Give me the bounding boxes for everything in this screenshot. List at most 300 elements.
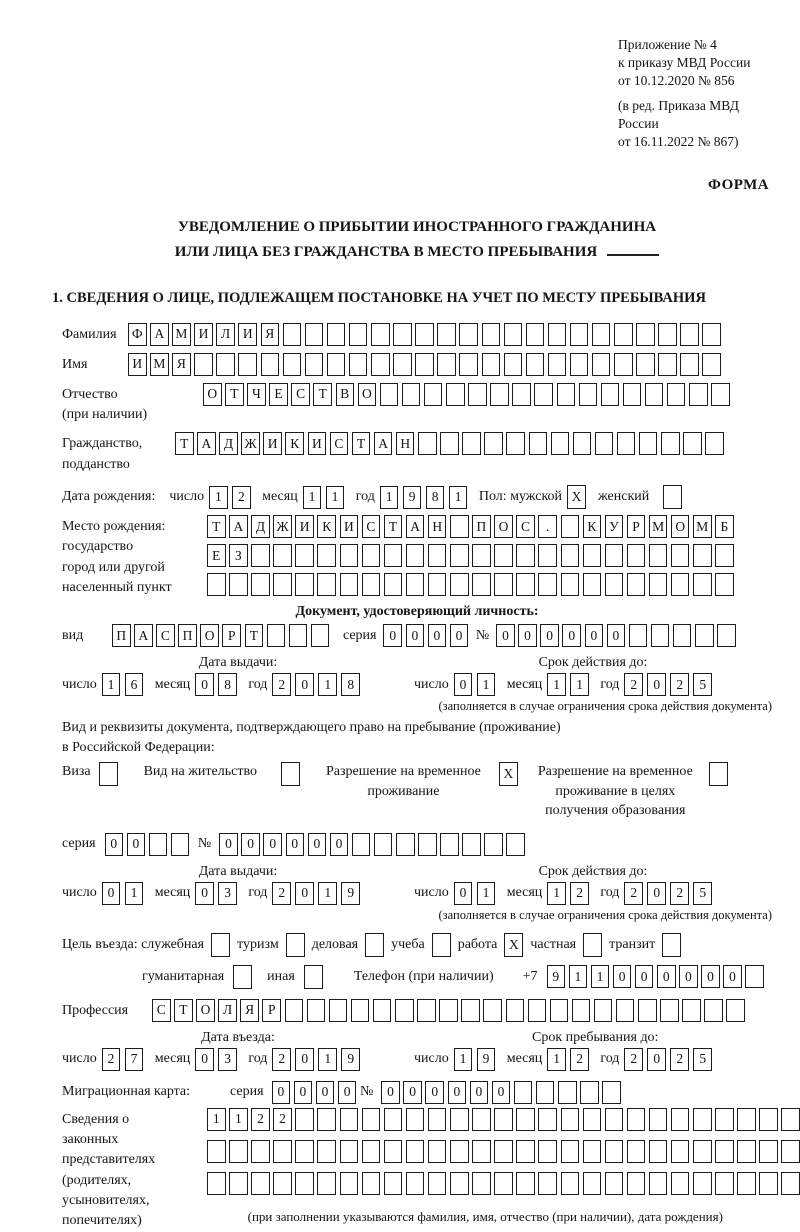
char-cell[interactable]: 0 (679, 965, 698, 988)
char-cell[interactable] (305, 353, 324, 376)
char-cell[interactable] (627, 544, 646, 567)
char-cell[interactable]: Н (396, 432, 415, 455)
char-cell[interactable] (583, 573, 602, 596)
char-cell[interactable]: Т (313, 383, 332, 406)
char-cell[interactable]: 0 (540, 624, 559, 647)
char-cell[interactable] (704, 999, 723, 1022)
char-cell[interactable]: Н (428, 515, 447, 538)
birth-year-cells[interactable] (380, 486, 472, 509)
char-cell[interactable] (295, 1172, 314, 1195)
char-cell[interactable]: Е (269, 383, 288, 406)
purpose-study-checkbox[interactable] (432, 933, 451, 957)
char-cell[interactable]: И (308, 432, 327, 455)
char-cell[interactable]: П (472, 515, 491, 538)
char-cell[interactable]: 0 (295, 882, 314, 905)
purpose-work-checkbox[interactable]: X (504, 933, 523, 957)
char-cell[interactable] (583, 1172, 602, 1195)
char-cell[interactable] (483, 999, 502, 1022)
char-cell[interactable]: 1 (449, 486, 468, 509)
char-cell[interactable] (592, 353, 611, 376)
char-cell[interactable]: Я (240, 999, 259, 1022)
char-cell[interactable]: 8 (426, 486, 445, 509)
stay-until-month-cells[interactable] (547, 1048, 593, 1071)
char-cell[interactable]: 0 (295, 1048, 314, 1071)
char-cell[interactable] (702, 353, 721, 376)
char-cell[interactable]: 8 (218, 673, 237, 696)
char-cell[interactable]: 0 (450, 624, 469, 647)
char-cell[interactable] (561, 515, 580, 538)
char-cell[interactable]: У (605, 515, 624, 538)
char-cell[interactable] (251, 544, 270, 567)
char-cell[interactable] (627, 1140, 646, 1163)
char-cell[interactable]: 0 (403, 1081, 422, 1104)
char-cell[interactable]: Я (172, 353, 191, 376)
char-cell[interactable] (526, 353, 545, 376)
char-cell[interactable] (605, 1140, 624, 1163)
char-cell[interactable]: О (200, 624, 219, 647)
char-cell[interactable]: О (671, 515, 690, 538)
char-cell[interactable]: З (229, 544, 248, 567)
char-cell[interactable] (614, 323, 633, 346)
char-cell[interactable] (149, 833, 168, 856)
char-cell[interactable] (327, 353, 346, 376)
char-cell[interactable] (759, 1140, 778, 1163)
char-cell[interactable]: Т (245, 624, 264, 647)
char-cell[interactable]: С (362, 515, 381, 538)
char-cell[interactable] (415, 323, 434, 346)
char-cell[interactable] (450, 1172, 469, 1195)
char-cell[interactable]: К (317, 515, 336, 538)
char-cell[interactable] (602, 1081, 621, 1104)
doc-series-cells[interactable] (383, 624, 471, 647)
stay-number-cells[interactable] (219, 833, 528, 856)
char-cell[interactable]: 1 (547, 1048, 566, 1071)
char-cell[interactable] (605, 544, 624, 567)
char-cell[interactable]: И (238, 323, 257, 346)
profession-cells[interactable] (152, 999, 749, 1022)
char-cell[interactable] (494, 1140, 513, 1163)
char-cell[interactable] (536, 1081, 555, 1104)
char-cell[interactable] (305, 323, 324, 346)
char-cell[interactable] (406, 1140, 425, 1163)
char-cell[interactable] (273, 573, 292, 596)
stay-issue-day-cells[interactable] (102, 882, 148, 905)
char-cell[interactable] (737, 1108, 756, 1131)
char-cell[interactable] (781, 1140, 800, 1163)
char-cell[interactable] (362, 1108, 381, 1131)
char-cell[interactable]: 1 (318, 1048, 337, 1071)
char-cell[interactable]: Т (175, 432, 194, 455)
char-cell[interactable] (484, 833, 503, 856)
char-cell[interactable] (418, 432, 437, 455)
char-cell[interactable]: 0 (263, 833, 282, 856)
char-cell[interactable] (538, 1140, 557, 1163)
char-cell[interactable] (440, 833, 459, 856)
char-cell[interactable]: Т (174, 999, 193, 1022)
citizenship-cells[interactable] (175, 432, 727, 455)
char-cell[interactable] (494, 1108, 513, 1131)
char-cell[interactable] (437, 323, 456, 346)
char-cell[interactable]: 0 (195, 1048, 214, 1071)
char-cell[interactable]: Ф (128, 323, 147, 346)
char-cell[interactable]: 0 (448, 1081, 467, 1104)
char-cell[interactable] (393, 323, 412, 346)
stay-issue-year-cells[interactable] (272, 882, 364, 905)
char-cell[interactable] (229, 1140, 248, 1163)
char-cell[interactable]: 1 (570, 673, 589, 696)
purpose-tourism-checkbox[interactable] (286, 933, 305, 957)
doc-valid-year-cells[interactable] (624, 673, 716, 696)
sex-female-checkbox[interactable] (663, 485, 682, 509)
guardians-cells-row3[interactable] (207, 1172, 800, 1195)
char-cell[interactable] (592, 323, 611, 346)
char-cell[interactable] (516, 1108, 535, 1131)
char-cell[interactable]: Т (352, 432, 371, 455)
char-cell[interactable] (715, 1140, 734, 1163)
char-cell[interactable] (572, 999, 591, 1022)
char-cell[interactable]: 0 (381, 1081, 400, 1104)
char-cell[interactable]: 2 (670, 882, 689, 905)
char-cell[interactable] (538, 573, 557, 596)
char-cell[interactable] (693, 1140, 712, 1163)
char-cell[interactable]: 0 (272, 1081, 291, 1104)
char-cell[interactable]: 1 (547, 673, 566, 696)
char-cell[interactable] (638, 999, 657, 1022)
char-cell[interactable] (705, 432, 724, 455)
char-cell[interactable] (459, 353, 478, 376)
char-cell[interactable]: 1 (547, 882, 566, 905)
char-cell[interactable]: О (358, 383, 377, 406)
char-cell[interactable] (548, 353, 567, 376)
char-cell[interactable]: 0 (330, 833, 349, 856)
char-cell[interactable] (450, 1140, 469, 1163)
char-cell[interactable]: 0 (195, 673, 214, 696)
char-cell[interactable] (340, 1140, 359, 1163)
char-cell[interactable]: 2 (624, 1048, 643, 1071)
char-cell[interactable] (371, 353, 390, 376)
char-cell[interactable]: 2 (670, 673, 689, 696)
char-cell[interactable]: 1 (326, 486, 345, 509)
char-cell[interactable] (417, 999, 436, 1022)
doc-valid-day-cells[interactable] (454, 673, 500, 696)
purpose-service-checkbox[interactable] (211, 933, 230, 957)
char-cell[interactable] (702, 323, 721, 346)
char-cell[interactable] (289, 624, 308, 647)
char-cell[interactable]: 9 (547, 965, 566, 988)
char-cell[interactable] (715, 544, 734, 567)
char-cell[interactable]: 1 (303, 486, 322, 509)
char-cell[interactable] (374, 833, 393, 856)
char-cell[interactable] (538, 1108, 557, 1131)
char-cell[interactable] (667, 383, 686, 406)
char-cell[interactable]: 0 (454, 882, 473, 905)
char-cell[interactable]: 0 (585, 624, 604, 647)
char-cell[interactable] (406, 1108, 425, 1131)
char-cell[interactable] (636, 353, 655, 376)
char-cell[interactable] (251, 1172, 270, 1195)
char-cell[interactable] (283, 323, 302, 346)
char-cell[interactable] (579, 383, 598, 406)
temp-residence-edu-checkbox[interactable] (709, 762, 728, 786)
char-cell[interactable] (645, 383, 664, 406)
stay-series-cells[interactable] (105, 833, 193, 856)
char-cell[interactable] (512, 383, 531, 406)
char-cell[interactable]: 9 (341, 1048, 360, 1071)
char-cell[interactable] (462, 833, 481, 856)
char-cell[interactable] (693, 1108, 712, 1131)
char-cell[interactable] (671, 1172, 690, 1195)
char-cell[interactable] (680, 323, 699, 346)
char-cell[interactable] (660, 999, 679, 1022)
char-cell[interactable] (317, 573, 336, 596)
char-cell[interactable] (428, 1108, 447, 1131)
char-cell[interactable]: Ж (241, 432, 260, 455)
char-cell[interactable] (472, 1140, 491, 1163)
char-cell[interactable] (406, 1172, 425, 1195)
char-cell[interactable] (529, 432, 548, 455)
char-cell[interactable] (418, 833, 437, 856)
char-cell[interactable] (450, 1108, 469, 1131)
char-cell[interactable]: О (196, 999, 215, 1022)
char-cell[interactable]: 2 (624, 673, 643, 696)
char-cell[interactable]: С (330, 432, 349, 455)
char-cell[interactable] (428, 1140, 447, 1163)
char-cell[interactable]: 0 (613, 965, 632, 988)
char-cell[interactable]: 3 (218, 882, 237, 905)
char-cell[interactable]: А (406, 515, 425, 538)
char-cell[interactable]: А (134, 624, 153, 647)
stay-valid-year-cells[interactable] (624, 882, 716, 905)
char-cell[interactable] (649, 573, 668, 596)
char-cell[interactable] (402, 383, 421, 406)
doc-issue-day-cells[interactable] (102, 673, 148, 696)
char-cell[interactable]: М (693, 515, 712, 538)
doc-number-cells[interactable] (496, 624, 739, 647)
guardians-cells-row1[interactable] (207, 1108, 800, 1131)
char-cell[interactable]: О (494, 515, 513, 538)
char-cell[interactable]: 0 (562, 624, 581, 647)
birth-place-cells-row3[interactable] (207, 573, 737, 596)
char-cell[interactable] (415, 353, 434, 376)
char-cell[interactable] (506, 999, 525, 1022)
char-cell[interactable]: 0 (406, 624, 425, 647)
char-cell[interactable] (557, 383, 576, 406)
char-cell[interactable]: 0 (241, 833, 260, 856)
char-cell[interactable]: 2 (251, 1108, 270, 1131)
char-cell[interactable]: 2 (272, 673, 291, 696)
char-cell[interactable] (534, 383, 553, 406)
char-cell[interactable]: 0 (195, 882, 214, 905)
char-cell[interactable] (649, 1140, 668, 1163)
char-cell[interactable] (605, 1172, 624, 1195)
char-cell[interactable]: Р (262, 999, 281, 1022)
doc-issue-month-cells[interactable] (195, 673, 241, 696)
char-cell[interactable]: Ч (247, 383, 266, 406)
char-cell[interactable] (472, 1172, 491, 1195)
char-cell[interactable] (371, 323, 390, 346)
char-cell[interactable] (340, 573, 359, 596)
char-cell[interactable]: 2 (272, 1048, 291, 1071)
char-cell[interactable] (472, 573, 491, 596)
char-cell[interactable] (627, 573, 646, 596)
char-cell[interactable] (285, 999, 304, 1022)
char-cell[interactable] (482, 353, 501, 376)
doc-valid-month-cells[interactable] (547, 673, 593, 696)
purpose-private-checkbox[interactable] (583, 933, 602, 957)
birth-month-cells[interactable] (303, 486, 349, 509)
char-cell[interactable] (682, 999, 701, 1022)
char-cell[interactable]: 0 (316, 1081, 335, 1104)
entry-day-cells[interactable] (102, 1048, 148, 1071)
purpose-other-checkbox[interactable] (304, 965, 323, 989)
char-cell[interactable]: 0 (607, 624, 626, 647)
char-cell[interactable] (514, 1081, 533, 1104)
char-cell[interactable]: 0 (657, 965, 676, 988)
char-cell[interactable]: 0 (383, 624, 402, 647)
char-cell[interactable]: Л (218, 999, 237, 1022)
char-cell[interactable]: 0 (102, 882, 121, 905)
char-cell[interactable] (446, 383, 465, 406)
char-cell[interactable] (693, 573, 712, 596)
char-cell[interactable] (261, 353, 280, 376)
char-cell[interactable]: 0 (635, 965, 654, 988)
stay-until-year-cells[interactable] (624, 1048, 716, 1071)
char-cell[interactable]: 2 (102, 1048, 121, 1071)
char-cell[interactable]: Т (207, 515, 226, 538)
char-cell[interactable] (558, 1081, 577, 1104)
char-cell[interactable] (362, 544, 381, 567)
birth-day-cells[interactable] (209, 486, 255, 509)
char-cell[interactable] (238, 353, 257, 376)
char-cell[interactable] (717, 624, 736, 647)
char-cell[interactable]: 7 (125, 1048, 144, 1071)
char-cell[interactable] (468, 383, 487, 406)
char-cell[interactable] (550, 999, 569, 1022)
char-cell[interactable] (661, 432, 680, 455)
char-cell[interactable]: О (203, 383, 222, 406)
char-cell[interactable]: А (229, 515, 248, 538)
char-cell[interactable] (437, 353, 456, 376)
entry-year-cells[interactable] (272, 1048, 364, 1071)
char-cell[interactable]: И (263, 432, 282, 455)
char-cell[interactable]: 9 (477, 1048, 496, 1071)
char-cell[interactable]: С (152, 999, 171, 1022)
char-cell[interactable] (207, 1140, 226, 1163)
char-cell[interactable] (561, 1172, 580, 1195)
char-cell[interactable] (295, 573, 314, 596)
char-cell[interactable] (538, 1172, 557, 1195)
char-cell[interactable] (573, 432, 592, 455)
char-cell[interactable]: В (336, 383, 355, 406)
char-cell[interactable]: 0 (647, 1048, 666, 1071)
char-cell[interactable]: . (538, 515, 557, 538)
char-cell[interactable]: 2 (570, 882, 589, 905)
guardians-cells-row2[interactable] (207, 1140, 800, 1163)
char-cell[interactable]: Д (251, 515, 270, 538)
surname-cells[interactable] (128, 323, 725, 346)
char-cell[interactable]: 5 (693, 882, 712, 905)
char-cell[interactable] (693, 544, 712, 567)
char-cell[interactable]: С (156, 624, 175, 647)
char-cell[interactable] (516, 573, 535, 596)
char-cell[interactable] (329, 999, 348, 1022)
char-cell[interactable]: 9 (341, 882, 360, 905)
char-cell[interactable] (658, 353, 677, 376)
purpose-transit-checkbox[interactable] (662, 933, 681, 957)
char-cell[interactable]: Б (715, 515, 734, 538)
entry-month-cells[interactable] (195, 1048, 241, 1071)
given-name-cells[interactable] (128, 353, 725, 376)
char-cell[interactable] (623, 383, 642, 406)
char-cell[interactable] (373, 999, 392, 1022)
char-cell[interactable]: П (112, 624, 131, 647)
char-cell[interactable] (340, 544, 359, 567)
patronymic-cells[interactable] (203, 383, 733, 406)
char-cell[interactable]: А (150, 323, 169, 346)
char-cell[interactable] (295, 544, 314, 567)
char-cell[interactable] (781, 1108, 800, 1131)
char-cell[interactable] (649, 1108, 668, 1131)
char-cell[interactable]: 0 (105, 833, 124, 856)
char-cell[interactable] (605, 1108, 624, 1131)
char-cell[interactable] (273, 1172, 292, 1195)
char-cell[interactable] (229, 573, 248, 596)
char-cell[interactable] (583, 544, 602, 567)
char-cell[interactable] (472, 544, 491, 567)
char-cell[interactable]: 1 (569, 965, 588, 988)
char-cell[interactable]: 1 (477, 882, 496, 905)
char-cell[interactable] (384, 1108, 403, 1131)
char-cell[interactable] (494, 573, 513, 596)
stay-valid-day-cells[interactable] (454, 882, 500, 905)
char-cell[interactable] (781, 1172, 800, 1195)
stay-until-day-cells[interactable] (454, 1048, 500, 1071)
char-cell[interactable]: 0 (219, 833, 238, 856)
char-cell[interactable] (651, 624, 670, 647)
char-cell[interactable] (207, 1172, 226, 1195)
doc-kind-cells[interactable] (112, 624, 333, 647)
char-cell[interactable] (737, 1172, 756, 1195)
char-cell[interactable]: 1 (209, 486, 228, 509)
stay-valid-month-cells[interactable] (547, 882, 593, 905)
char-cell[interactable] (561, 1108, 580, 1131)
char-cell[interactable] (683, 432, 702, 455)
char-cell[interactable] (605, 573, 624, 596)
temp-residence-checkbox[interactable]: X (499, 762, 518, 786)
char-cell[interactable] (526, 323, 545, 346)
char-cell[interactable] (450, 544, 469, 567)
char-cell[interactable]: 5 (693, 673, 712, 696)
char-cell[interactable] (450, 515, 469, 538)
char-cell[interactable] (680, 353, 699, 376)
char-cell[interactable] (362, 1140, 381, 1163)
char-cell[interactable] (349, 323, 368, 346)
char-cell[interactable] (317, 1140, 336, 1163)
char-cell[interactable] (340, 1108, 359, 1131)
char-cell[interactable]: К (583, 515, 602, 538)
char-cell[interactable]: Д (219, 432, 238, 455)
title-blank-underline[interactable] (607, 240, 659, 256)
char-cell[interactable]: Е (207, 544, 226, 567)
char-cell[interactable] (504, 323, 523, 346)
char-cell[interactable]: 0 (454, 673, 473, 696)
char-cell[interactable]: 6 (125, 673, 144, 696)
char-cell[interactable]: С (291, 383, 310, 406)
char-cell[interactable]: 2 (570, 1048, 589, 1071)
char-cell[interactable]: 0 (338, 1081, 357, 1104)
char-cell[interactable] (715, 1172, 734, 1195)
char-cell[interactable]: 0 (308, 833, 327, 856)
